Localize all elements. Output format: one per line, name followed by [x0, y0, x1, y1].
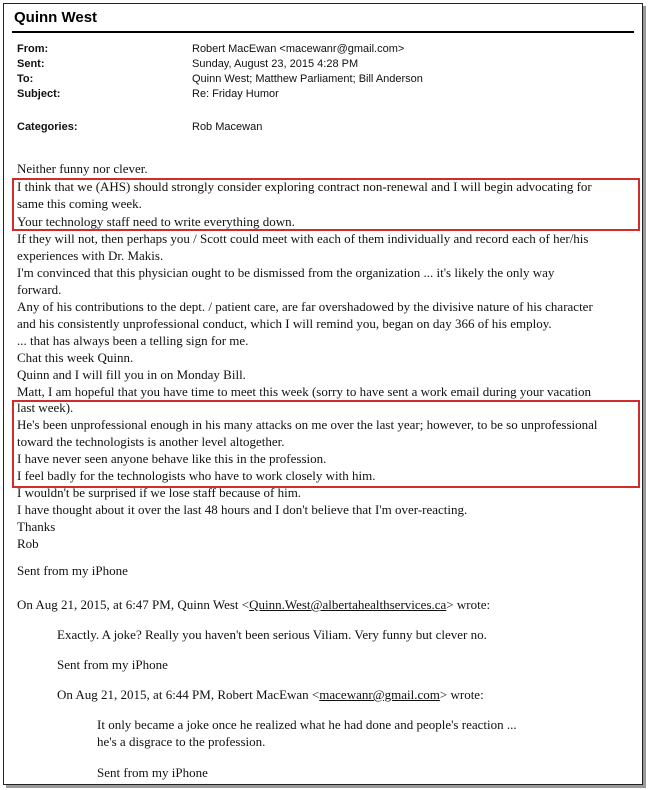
body-line: Thanks: [17, 519, 56, 534]
quote2-intro-pre: On Aug 21, 2015, at 6:44 PM, Robert MacEwan <: [57, 687, 320, 702]
body-line: toward the technologists is another level altogether.: [17, 434, 285, 449]
quote2-email-link[interactable]: macewanr@gmail.com: [319, 687, 440, 702]
window-title: Quinn West: [14, 9, 98, 26]
sent-label: Sent:: [17, 58, 45, 70]
body-line: Quinn and I will fill you in on Monday Bill.: [17, 367, 246, 382]
title-divider: [12, 31, 634, 33]
to-label: To:: [17, 73, 34, 85]
body-line: and his consistently unprofessional conduct, which I will remind you, began on day 366 of his employ.: [17, 316, 552, 331]
body-line: If they will not, then perhaps you / Scott could meet with each of them individually and record each of her/his: [17, 231, 589, 246]
body-line: I'm convinced that this physician ought to be dismissed from the organization ... it's likely the only way: [17, 265, 555, 280]
body-line: same this coming week.: [17, 196, 142, 211]
highlight-box: [12, 400, 640, 488]
body-line: Your technology staff need to write everything down.: [17, 214, 295, 229]
highlight-box: [12, 178, 640, 231]
body-line: Rob: [17, 536, 39, 551]
quote2-signature: Sent from my iPhone: [97, 765, 208, 780]
quote1-intro-post: > wrote:: [446, 597, 491, 612]
body-line: Chat this week Quinn.: [17, 350, 134, 365]
body-line: Matt, I am hopeful that you have time to meet this week (sorry to have sent a work email during your vacation: [17, 384, 592, 399]
subject-label: Subject:: [17, 88, 61, 100]
quote2-intro-post: > wrote:: [439, 687, 484, 702]
body-line: I have never seen anyone behave like this in the profession.: [17, 451, 327, 466]
body-line: experiences with Dr. Makis.: [17, 248, 164, 263]
signature: Sent from my iPhone: [17, 563, 128, 578]
from-label: From:: [17, 43, 49, 55]
body-line: forward.: [17, 282, 62, 297]
subject-value: Re: Friday Humor: [192, 88, 279, 100]
body-line: I feel badly for the technologists who have to work closely with him.: [17, 468, 376, 483]
body-line: I have thought about it over the last 48 hours and I don't believe that I'm over-reacting.: [17, 502, 468, 517]
quote1-intro: [17, 596, 490, 613]
body-line: He's been unprofessional enough in his many attacks on me over the last year; however, to be so unprofessional: [17, 417, 598, 432]
categories-value: Rob Macewan: [192, 121, 263, 133]
to-value: Quinn West; Matthew Parliament; Bill Anderson: [192, 73, 423, 85]
body-line: ... that has always been a telling sign for me.: [17, 333, 249, 348]
quote1-intro-pre: On Aug 21, 2015, at 6:47 PM, Quinn West <: [17, 597, 250, 612]
from-value: Robert MacEwan <macewanr@gmail.com>: [192, 43, 405, 55]
quote2-intro: [57, 686, 484, 703]
quote1-signature: Sent from my iPhone: [57, 657, 168, 672]
quote2-line: he's a disgrace to the profession.: [97, 734, 266, 749]
body-line: I wouldn't be surprised if we lose staff because of him.: [17, 485, 302, 500]
body-line: Any of his contributions to the dept. / patient care, are far overshadowed by the divisive nature of his character: [17, 299, 593, 314]
email-printout: [3, 3, 643, 785]
body-line: last week).: [17, 400, 74, 415]
categories-label: Categories:: [17, 121, 78, 133]
quote1-text: Exactly. A joke? Really you haven't been serious Viliam. Very funny but clever no.: [57, 627, 487, 642]
sent-value: Sunday, August 23, 2015 4:28 PM: [192, 58, 359, 70]
body-line: I think that we (AHS) should strongly consider exploring contract non-renewal and I will begin advocating for: [17, 179, 592, 194]
quote1-email-link[interactable]: Quinn.West@albertahealthservices.ca: [249, 597, 447, 612]
body-line: Neither funny nor clever.: [17, 161, 148, 176]
quote2-line: It only became a joke once he realized what he had done and people's reaction ...: [97, 717, 517, 732]
